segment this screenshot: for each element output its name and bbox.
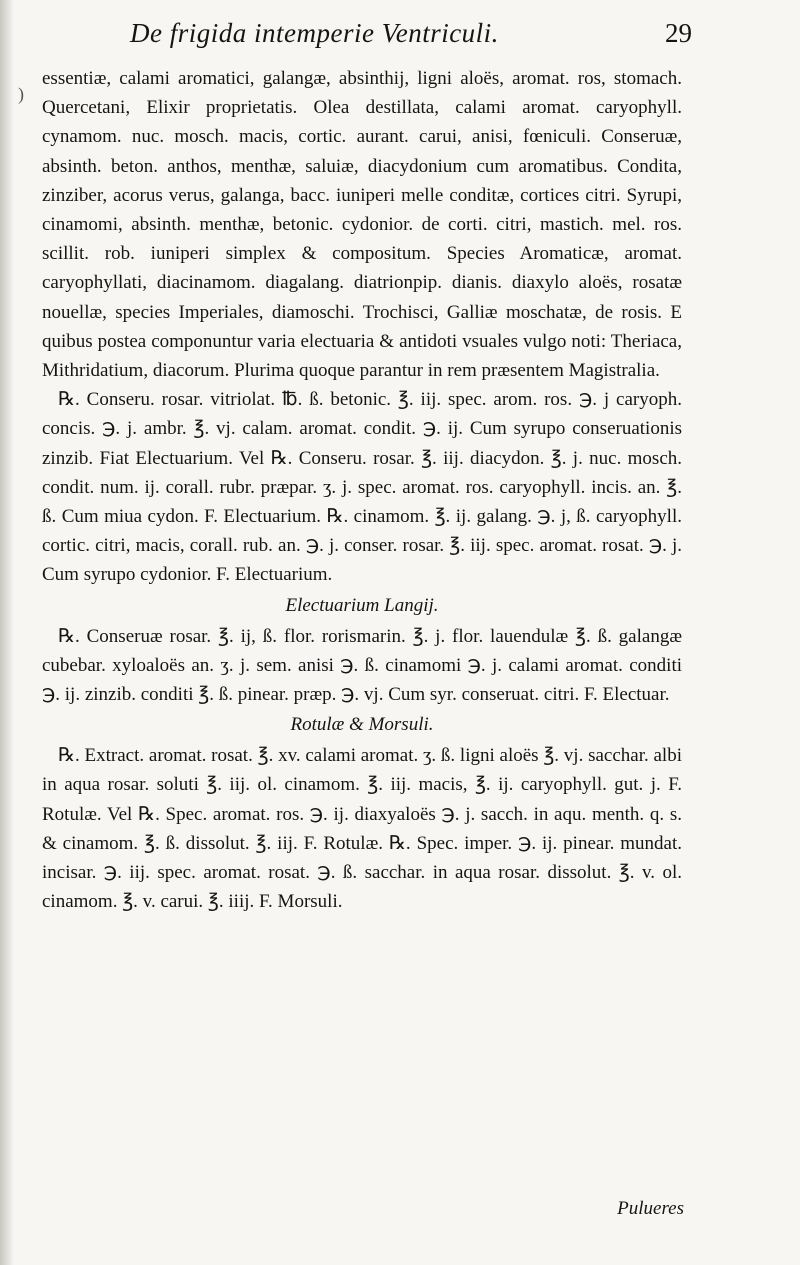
section-heading-rotulae-morsuli: Rotulæ & Morsuli.: [290, 714, 434, 736]
page-header: [42, 18, 692, 56]
section-text-electuarium-langii: ℞. Conseruæ rosar. ℥. ij, ß. flor. rorismarin. ℥. j. flor. lauendulæ ℥. ß. galangæ cubebar. xyloaloës an. ʒ. j. sem. anisi ℈. ß. cinamomi ℈. j. calami aromat. conditi ℈. ij. zinzib. conditi ℥. ß. pinear. præp. ℈. vj. Cum syr. conseruat. citri. F. Electuar.: [42, 625, 682, 706]
section-text-rotulae-morsuli: ℞. Extract. aromat. rosat. ℥. xv. calami aromat. ʒ. ß. ligni aloës ℥. vj. sacchar. albi in aqua rosar. soluti ℥. iij. ol. cinamom. ℥. iij. macis, ℥. ij. caryophyll. gut. j. F. Rotulæ. Vel ℞. Spec. aromat. ros. ℈. ij. diaxyaloës ℈. j. sacch. in aqu. menth. q. s. & cinamom. ℥. ß. dissolut. ℥. iij. F. Rotulæ. ℞. Spec. imper. ℈. ij. pinear. mundat. incisar. ℈. iij. spec. aromat. rosat. ℈. ß. sacchar. in aqua rosar. dissolut. ℥. v. ol. cinamom. ℥. v. carui. ℥. iiij. F. Morsuli.: [42, 745, 682, 913]
section-heading-electuarium-langii: Electuarium Langij.: [285, 594, 439, 616]
running-head: De frigida intemperie Ventriculi.: [130, 18, 499, 48]
margin-ink-mark: ): [18, 84, 24, 104]
catchword: Pulueres: [617, 1198, 684, 1219]
page-number: 29: [665, 18, 692, 48]
paragraph-electuaria-recipes: ℞. Conseru. rosar. vitriolat. ℔. ß. betonic. ℥. iij. spec. arom. ros. ℈. j caryoph. concis. ℈. j. ambr. ℥. vj. calam. aromat. condit. ℈. ij. Cum syrupo conseruationis zinzib. Fiat Electuarium. Vel ℞. Conseru. rosar. ℥. iij. diacydon. ℥. j. nuc. mosch. condit. num. ij. corall. rubr. præpar. ʒ. j. spec. aromat. ros. caryophyll. incis. an. ℥. ß. Cum miua cydon. F. Electuarium. ℞. cinamom. ℥. ij. galang. ℈. j, ß. caryophyll. cortic. citri, macis, corall. rub. an. ℈. j. conser. rosar. ℥. iij. spec. aromat. rosat. ℈. j. Cum syrupo cydonior. F. Electuarium.: [42, 389, 682, 586]
body-text: [42, 64, 682, 916]
paragraph-materia-medica: essentiæ, calami aromatici, galangæ, absinthij, ligni aloës, aromat. ros, stomach. Quercetani, Elixir proprietatis. Olea destillata, calami aromat. caryophyll. cynamom. nuc. mosch. macis, cortic. aurant. carui, anisi, fœniculi. Conseruæ, absinth. beton. anthos, menthæ, saluiæ, diacydonium cum aromatibus. Condita, zinziber, acorus verus, galanga, bacc. iuniperi melle conditæ, cortices citri. Syrupi, cinamomi, absinth. menthæ, betonic. cydonior. de corti. citri, mastich. mel. ros. scillit. rob. iuniperi simplex & compositum. Species Aromaticæ, aromat. caryophyllati, diacinamom. diagalang. diatrionpip. dianis. diaxylo aloës, rosatæ nouellæ, species Imperiales, diamoschi. Trochisci, Galliæ moschatæ, de rosis. E quibus postea componuntur varia electuaria & antidoti vsuales vulgo noti: Theriaca, Mithridatium, diacorum. Plurima quoque parantur in rem præsentem Magistralia.: [42, 68, 682, 382]
